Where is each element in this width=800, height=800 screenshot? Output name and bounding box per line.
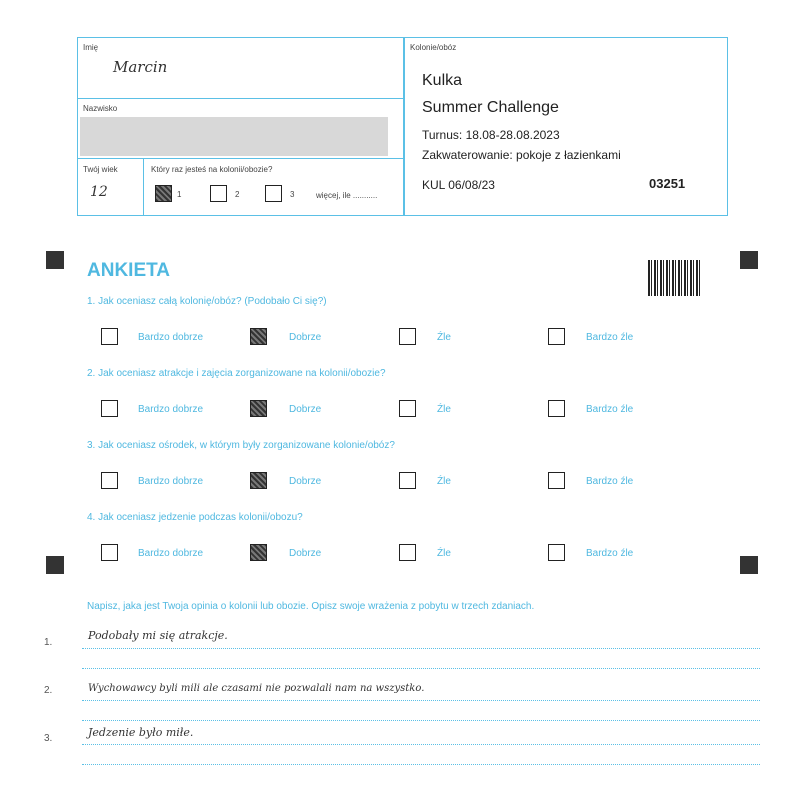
q2-option-bardzo-dobrze[interactable] <box>101 400 118 417</box>
q3-option-bardzo-zle[interactable] <box>548 472 565 489</box>
camp-subtitle: Summer Challenge <box>422 99 559 116</box>
q4-option-zle[interactable] <box>399 544 416 561</box>
opinion-line-number-2: 2. <box>44 685 53 696</box>
turnus-code: KUL 06/08/23 <box>422 178 495 192</box>
nazwisko-label: Nazwisko <box>83 104 118 113</box>
q4-option-bardzo-zle[interactable] <box>548 544 565 561</box>
q3-label-bardzo-zle: Bardzo źle <box>586 476 634 487</box>
q1-option-bardzo-zle[interactable] <box>548 328 565 345</box>
nazwisko-redacted <box>80 117 388 156</box>
q3-option-bardzo-dobrze[interactable] <box>101 472 118 489</box>
registration-mark-bottom-left <box>46 556 64 574</box>
opinion-prompt: Napisz, jaka jest Twoja opinia o kolonii lub obozie. Opisz swoje wrażenia z pobytu w trzech zdaniach. <box>87 601 535 612</box>
q1-label-bardzo-dobrze: Bardzo dobrze <box>138 332 204 343</box>
form-number: 03251 <box>649 176 686 191</box>
q4-option-dobrze[interactable] <box>250 544 267 561</box>
opinion-line-1[interactable]: Podobały mi się atrakcje. <box>88 629 228 642</box>
q3-label-bardzo-dobrze: Bardzo dobrze <box>138 476 204 487</box>
q2-option-bardzo-zle[interactable] <box>548 400 565 417</box>
q3-option-dobrze[interactable] <box>250 472 267 489</box>
opinion-line-number-3: 3. <box>44 733 53 744</box>
q3-label-dobrze: Dobrze <box>289 476 322 487</box>
opinion-line-2[interactable]: Wychowawcy byli mili ale czasami nie pozwalali nam na wszystko. <box>88 683 425 694</box>
imie-value[interactable]: Marcin <box>113 58 168 76</box>
q3-option-zle[interactable] <box>399 472 416 489</box>
kolonie-label: Kolonie/obóz <box>410 43 457 52</box>
ktory-raz-label: Który raz jesteś na kolonii/obozie? <box>151 165 273 174</box>
q4-label-bardzo-dobrze: Bardzo dobrze <box>138 548 204 559</box>
opinion-line-3[interactable]: Jedzenie było miłe. <box>88 726 194 739</box>
wiek-value[interactable]: 12 <box>90 184 108 200</box>
q1-label-dobrze: Dobrze <box>289 332 322 343</box>
ktory-raz-checkbox-3[interactable] <box>265 185 282 202</box>
question-1: 1. Jak oceniasz całą kolonię/obóz? (Podobało Ci się?) <box>87 296 327 307</box>
question-3: 3. Jak oceniasz ośrodek, w którym były zorganizowane kolonie/obóz? <box>87 440 395 451</box>
q1-option-bardzo-dobrze[interactable] <box>101 328 118 345</box>
wiek-label: Twój wiek <box>83 165 118 174</box>
ktory-raz-checkbox-2[interactable] <box>210 185 227 202</box>
q4-label-bardzo-zle: Bardzo źle <box>586 548 634 559</box>
q2-label-dobrze: Dobrze <box>289 404 322 415</box>
q2-option-zle[interactable] <box>399 400 416 417</box>
q4-label-dobrze: Dobrze <box>289 548 322 559</box>
turnus: Turnus: 18.08-28.08.2023 <box>422 128 560 142</box>
q4-label-zle: Źle <box>437 548 451 559</box>
barcode-icon <box>648 260 702 296</box>
q2-label-bardzo-dobrze: Bardzo dobrze <box>138 404 204 415</box>
imie-label: Imię <box>83 43 99 52</box>
opinion-line-number-1: 1. <box>44 637 53 648</box>
registration-mark-bottom-right <box>740 556 758 574</box>
question-4: 4. Jak oceniasz jedzenie podczas kolonii/obozu? <box>87 512 303 523</box>
q3-label-zle: Źle <box>437 476 451 487</box>
zakwaterowanie: Zakwaterowanie: pokoje z łazienkami <box>422 148 621 162</box>
q1-option-zle[interactable] <box>399 328 416 345</box>
q2-label-bardzo-zle: Bardzo źle <box>586 404 634 415</box>
camp-name: Kulka <box>422 72 463 89</box>
q1-label-zle: Źle <box>437 332 451 343</box>
wiecej-label: więcej, ile ........... <box>316 191 378 200</box>
q1-label-bardzo-zle: Bardzo źle <box>586 332 634 343</box>
q2-label-zle: Źle <box>437 404 451 415</box>
q1-option-dobrze[interactable] <box>250 328 267 345</box>
q2-option-dobrze[interactable] <box>250 400 267 417</box>
registration-mark-top-right <box>740 251 758 269</box>
q4-option-bardzo-dobrze[interactable] <box>101 544 118 561</box>
survey-title: ANKIETA <box>87 260 171 281</box>
question-2: 2. Jak oceniasz atrakcje i zajęcia zorganizowane na kolonii/obozie? <box>87 368 386 379</box>
ktory-raz-option-1: 1 <box>177 190 182 199</box>
ktory-raz-option-2: 2 <box>235 190 240 199</box>
ktory-raz-checkbox-1[interactable] <box>155 185 172 202</box>
registration-mark-top-left <box>46 251 64 269</box>
ktory-raz-option-3: 3 <box>290 190 295 199</box>
